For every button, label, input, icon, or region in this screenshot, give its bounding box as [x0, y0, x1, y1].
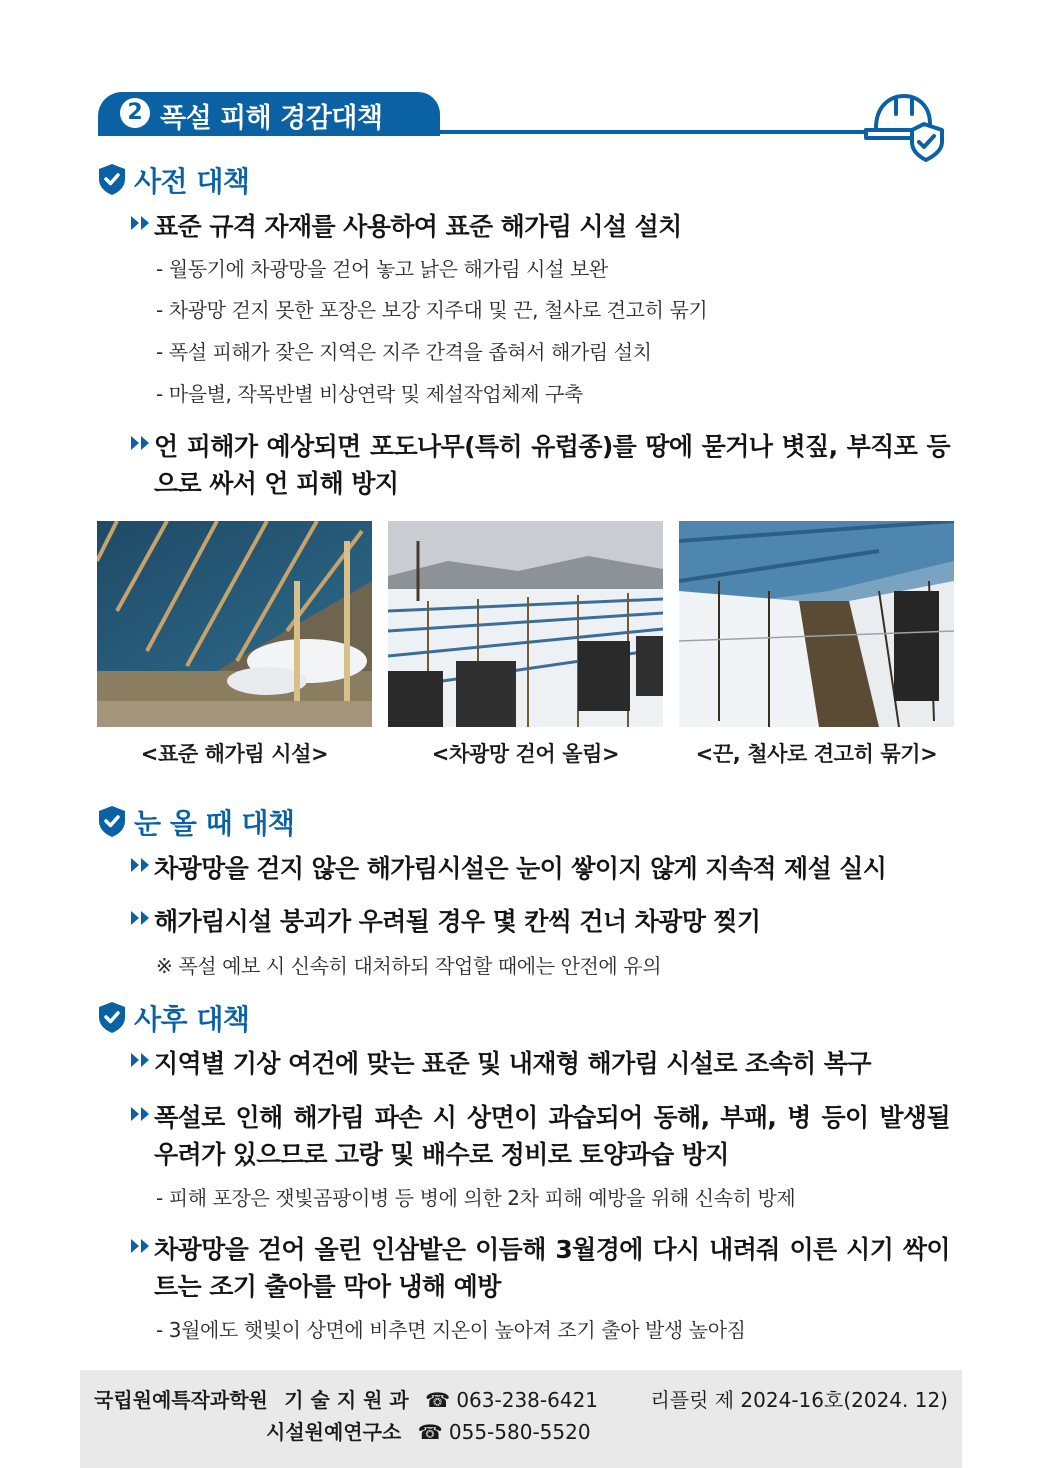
note-item: ※ 폭설 예보 시 신속히 대처하되 작업할 때에는 안전에 유의 — [156, 954, 662, 978]
footer-issue-number: 리플릿 제 2024-16호(2024. 12) — [650, 1388, 948, 1412]
header-title: 폭설 피해 경감대책 — [160, 103, 383, 134]
hardhat-shield-icon — [862, 84, 948, 162]
double-arrow-icon — [130, 435, 152, 451]
footer — [80, 1370, 962, 1468]
double-arrow-icon — [130, 1052, 152, 1068]
footer-phone: ☎ 063-238-6421 — [425, 1388, 599, 1412]
photo-caption: <차광망 걷어 올림> — [431, 742, 620, 766]
header-rule — [438, 130, 868, 134]
double-arrow-icon — [130, 910, 152, 926]
double-arrow-icon — [130, 857, 152, 873]
footer-dept: 기 술 지 원 과 — [284, 1388, 409, 1412]
section-title: 사후 대책 — [134, 1003, 250, 1036]
photo-caption: <끈, 철사로 견고히 묶기> — [695, 742, 938, 766]
bullet-text: 차광망을 걷지 않은 해가림시설은 눈이 쌓이지 않게 지속적 제설 실시 — [154, 854, 887, 883]
photo-caption: <표준 해가림 시설> — [140, 742, 329, 766]
shield-check-icon — [96, 162, 128, 196]
footer-phone: ☎ 055-580-5520 — [417, 1420, 591, 1444]
bullet-text: 폭설로 인해 해가림 파손 시 상면이 과습되어 동해, 부패, 병 등이 발생될 우려가 있으므로 고랑 및 배수로 정비로 토양과습 방지 — [154, 1103, 950, 1169]
sub-item: - 마을별, 작목반별 비상연락 및 제설작업체제 구축 — [156, 382, 583, 406]
bullet-text: 차광망을 걷어 올린 인삼밭은 이듬해 3월경에 다시 내려줘 이른 시기 싹이 트는 조기 출아를 막아 냉해 예방 — [154, 1235, 950, 1301]
section-title: 사전 대책 — [134, 165, 250, 198]
footer-contact-line-2 — [266, 1416, 591, 1445]
bullet-text: 지역별 기상 여건에 맞는 표준 및 내재형 해가림 시설로 조속히 복구 — [154, 1049, 871, 1078]
section-header — [98, 92, 868, 136]
footer-org: 시설원예연구소 — [266, 1420, 402, 1444]
footer-contact-line-1 — [94, 1384, 598, 1413]
double-arrow-icon — [130, 1238, 152, 1254]
sub-item: - 월동기에 차광망을 걷어 놓고 낡은 해가림 시설 보완 — [156, 257, 608, 281]
sub-item: - 3월에도 햇빛이 상면에 비추면 지온이 높아져 조기 출아 발생 높아짐 — [156, 1318, 746, 1342]
bullet-text: 표준 규격 자재를 사용하여 표준 해가림 시설 설치 — [154, 212, 682, 241]
double-arrow-icon — [130, 215, 152, 231]
bullet-text: 언 피해가 예상되면 포도나무(특히 유럽종)를 땅에 묻거나 볏짚, 부직포 등으로 싸서 언 피해 방지 — [154, 432, 950, 498]
bullet-text: 해가림시설 붕괴가 우려될 경우 몇 칸씩 건너 차광망 찢기 — [154, 907, 761, 936]
section-title: 눈 올 때 대책 — [134, 807, 295, 840]
sub-item: - 피해 포장은 잿빛곰팡이병 등 병에 의한 2차 피해 예방을 위해 신속히 방제 — [156, 1186, 796, 1210]
photo-standard-shade-facility — [97, 521, 372, 727]
photo-shade-net-rolled-up — [388, 521, 663, 727]
sub-item: - 폭설 피해가 잦은 지역은 지주 간격을 좁혀서 해가림 설치 — [156, 340, 652, 364]
double-arrow-icon — [130, 1106, 152, 1122]
shield-check-icon — [96, 1000, 128, 1034]
sub-item: - 차광망 걷지 못한 포장은 보강 지주대 및 끈, 철사로 견고히 묶기 — [156, 298, 708, 322]
section-number-badge: 2 — [120, 98, 150, 128]
photo-tie-with-string-wire — [679, 521, 954, 727]
shield-check-icon — [96, 804, 128, 838]
footer-org: 국립원예특작과학원 — [94, 1388, 268, 1412]
